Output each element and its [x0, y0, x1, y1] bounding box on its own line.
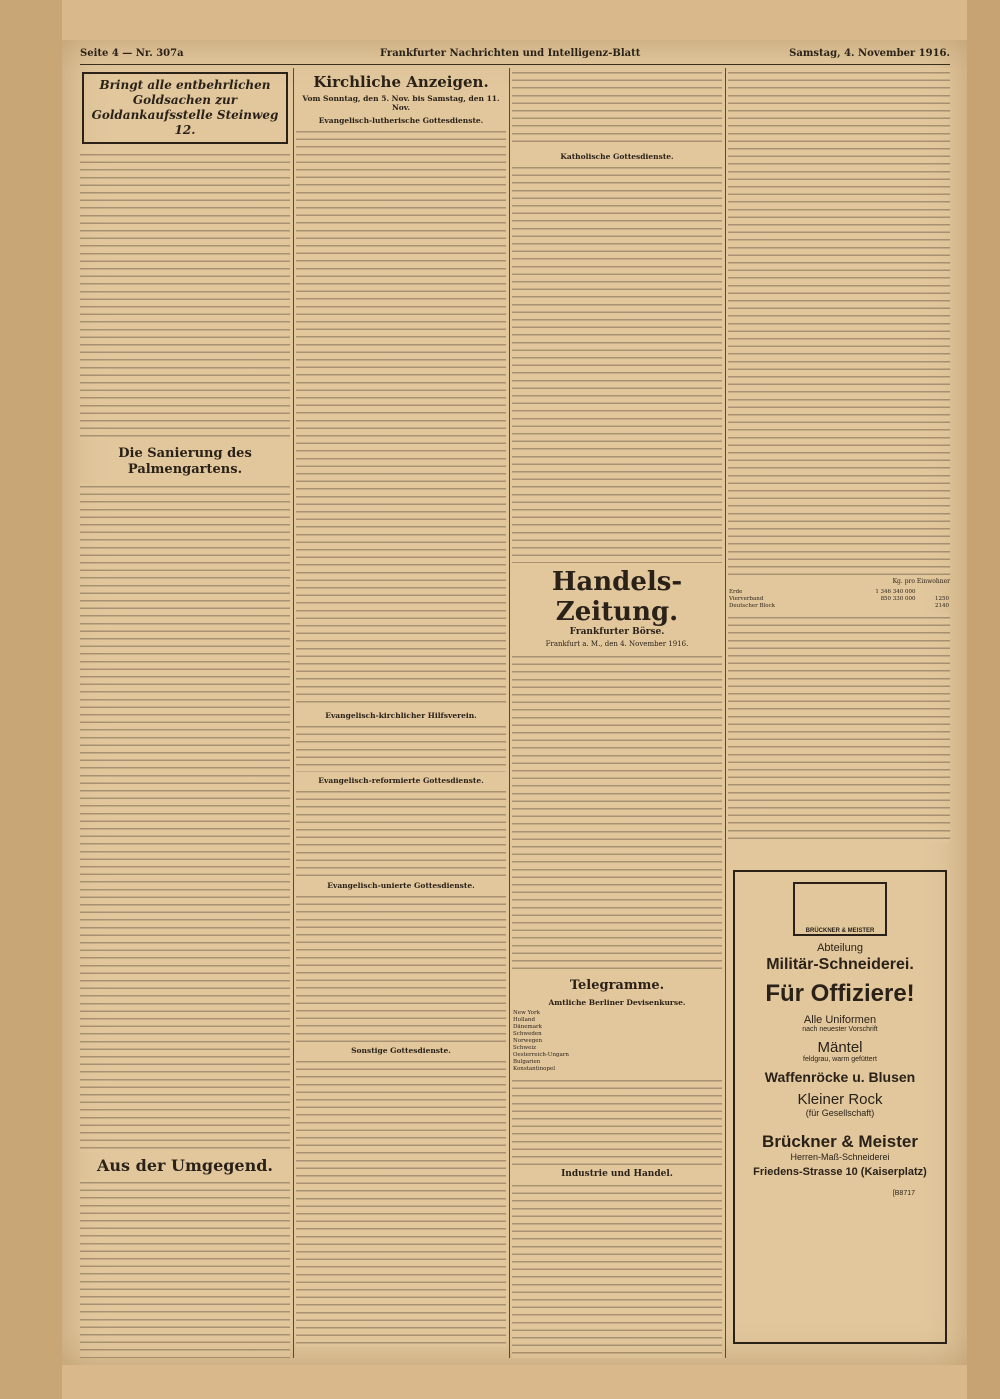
page-header [80, 48, 950, 65]
ad-line: Abteilung [817, 942, 863, 954]
church-notices-dates: Vom Sonntag, den 5. Nov. bis Samstag, den 11. Nov. [302, 94, 500, 112]
church-listing-block [512, 163, 722, 563]
ad-code: [B8717 [892, 1190, 915, 1197]
ad-company-name: Brückner & Meister [762, 1132, 918, 1151]
brueckner-meister-advertisement [733, 870, 947, 1344]
section-heading: Evangelisch-kirchlicher Hilfsverein. [325, 711, 477, 720]
ad-address: Friedens-Strasse 10 (Kaiserplatz) [753, 1166, 927, 1178]
church-listing-block [296, 787, 506, 877]
brueckner-meister-logo: BRÜCKNER & MEISTER [793, 882, 887, 936]
table-cell [715, 1045, 722, 1052]
church-listing-block [296, 1057, 506, 1347]
table-cell [715, 1024, 722, 1031]
table-cell [715, 1017, 722, 1024]
table-row [728, 603, 950, 610]
table-cell [715, 1010, 722, 1017]
market-report-block [512, 652, 722, 972]
section-heading: Katholische Gottesdienste. [560, 152, 674, 161]
devisen-table [512, 1010, 722, 1073]
table-row [512, 1010, 722, 1017]
table-cell [828, 603, 916, 610]
ad-line: feldgrau, warm gefüttert [803, 1056, 877, 1063]
table-cell [708, 1059, 715, 1066]
table-cell [715, 1052, 722, 1059]
industry-text-block [728, 68, 950, 578]
article-text-block [80, 482, 290, 1152]
table-row [512, 1031, 722, 1038]
table-cell [708, 1052, 715, 1059]
article-heading-umgegend: Aus der Umgegend. [97, 1156, 273, 1175]
article-text-block [80, 150, 290, 440]
table-row [512, 1052, 722, 1059]
page-edge-right [967, 0, 1000, 1399]
column-rule [509, 68, 510, 1358]
table-cell: Vierverband [729, 595, 764, 602]
ad-line: Mäntel [817, 1039, 863, 1056]
table-cell [708, 1045, 715, 1052]
issue-date: Samstag, 4. November 1916. [789, 48, 950, 59]
table-cell: Bulgarien [513, 1059, 541, 1066]
church-listing-block [512, 68, 722, 148]
section-heading: Evangelisch-reformierte Gottesdienste. [318, 776, 484, 785]
section-heading: Evangelisch-unierte Gottesdienste. [327, 881, 475, 890]
devisen-heading: Amtliche Berliner Devisenkurse. [548, 998, 686, 1008]
table-cell [708, 1024, 715, 1031]
telegramme-heading: Telegramme. [569, 978, 665, 994]
section-heading: Sonstige Gottesdienste. [351, 1046, 451, 1055]
table-row [512, 1038, 722, 1045]
table-cell: 2140 [935, 602, 949, 609]
gold-notice-box: Bringt alle entbehrlichen Goldsachen zur Goldankaufsstelle Steinweg 12. [82, 72, 288, 144]
page-number: Seite 4 — Nr. 307a [80, 48, 184, 59]
table-cell [917, 589, 950, 596]
ad-line: Herren-Maß-Schneiderei [790, 1152, 890, 1162]
ad-line: Alle Uniformen [803, 1014, 877, 1026]
industry-text-block [512, 1181, 722, 1358]
article-heading-palmengarten: Die Sanierung des Palmengartens. [118, 446, 252, 477]
table-cell [715, 1031, 722, 1038]
table-row [728, 596, 950, 603]
table-cell [708, 1066, 715, 1073]
table-cell [708, 1010, 715, 1017]
table-row [512, 1045, 722, 1052]
article-text-block [80, 1178, 290, 1358]
column-rule [725, 68, 726, 1358]
table-cell: 1250 [935, 595, 949, 602]
industry-text-block [728, 613, 950, 843]
table-cell: Dänemark [513, 1024, 542, 1031]
ad-line: Kleiner Rock [797, 1091, 883, 1108]
church-notices-heading: Kirchliche Anzeigen. [313, 73, 489, 91]
boerse-dateline: Frankfurt a. M., den 4. November 1916. [545, 639, 689, 648]
table-row [512, 1059, 722, 1066]
table-cell [708, 1017, 715, 1024]
table-row [512, 1017, 722, 1024]
column-1 [80, 68, 290, 1358]
ad-line: Militär-Schneiderei. [766, 956, 914, 973]
coal-table [728, 589, 950, 610]
ad-headline: Für Offiziere! [765, 980, 915, 1007]
coal-table-heading: Kg. pro Einwohner [892, 578, 950, 585]
table-cell: 1 346 340 000 [875, 588, 916, 595]
table-cell: Erde [729, 588, 743, 595]
industrie-heading: Industrie und Handel. [561, 1169, 673, 1180]
table-cell: Schweden [513, 1031, 542, 1038]
table-cell: Norwegen [513, 1038, 543, 1045]
column-3 [512, 68, 722, 1358]
column-2 [296, 68, 506, 1358]
church-listing-block [296, 127, 506, 707]
church-listing-block [296, 892, 506, 1042]
page-edge-left [0, 0, 62, 1399]
table-cell: Holland [513, 1017, 535, 1024]
table-cell: Oesterreich-Ungarn [513, 1052, 569, 1059]
table-cell: 850 330 000 [880, 595, 916, 602]
ad-line: Waffenröcke u. Blusen [764, 1069, 916, 1085]
table-cell [715, 1066, 722, 1073]
table-cell [715, 1038, 722, 1045]
newspaper-title: Frankfurter Nachrichten und Intelligenz-Blatt [380, 48, 641, 59]
ad-line: nach neuester Vorschrift [802, 1026, 878, 1033]
table-cell: Deutscher Block [729, 602, 776, 609]
boerse-heading: Frankfurter Börse. [569, 627, 665, 637]
telegram-text-block [512, 1076, 722, 1166]
column-rule [293, 68, 294, 1358]
table-row [512, 1024, 722, 1031]
table-cell [708, 1038, 715, 1045]
table-row [512, 1066, 722, 1073]
section-heading: Evangelisch-lutherische Gottesdienste. [318, 116, 484, 125]
table-cell: Schweiz [513, 1045, 537, 1052]
handels-zeitung-heading: Handels-Zeitung. [551, 567, 683, 627]
table-cell: New York [513, 1010, 540, 1017]
table-cell: Konstantinopel [513, 1066, 556, 1073]
table-cell [715, 1059, 722, 1066]
table-cell [708, 1031, 715, 1038]
ad-line: (für Gesellschaft) [805, 1108, 875, 1118]
church-listing-block [296, 722, 506, 772]
table-row [728, 589, 950, 596]
